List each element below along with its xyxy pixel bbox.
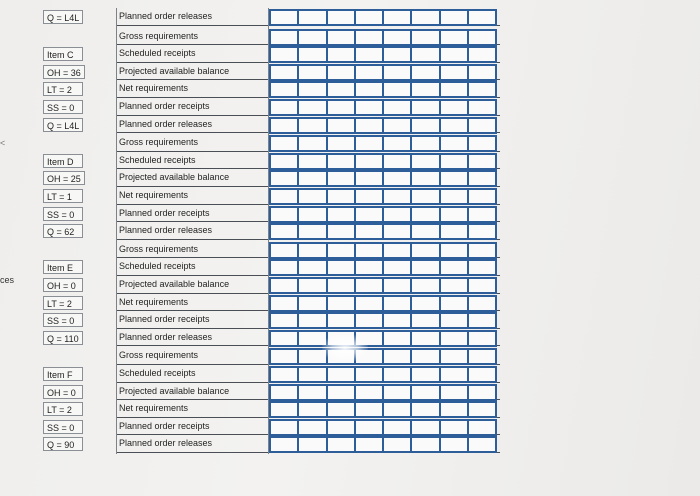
period-cells xyxy=(269,188,495,205)
item-param: Q = L4L xyxy=(43,118,83,132)
period-cell[interactable] xyxy=(382,401,412,418)
period-cell[interactable] xyxy=(467,117,497,134)
period-cell[interactable] xyxy=(326,9,356,26)
period-cell[interactable] xyxy=(354,401,384,418)
period-cell[interactable] xyxy=(269,170,299,187)
period-cell[interactable] xyxy=(410,153,440,170)
period-cell[interactable] xyxy=(326,295,356,312)
period-cell[interactable] xyxy=(439,64,469,81)
period-cell[interactable] xyxy=(354,419,384,436)
item-param: LT = 1 xyxy=(43,189,83,203)
period-cell[interactable] xyxy=(410,295,440,312)
period-cells xyxy=(269,259,495,276)
period-cell[interactable] xyxy=(354,99,384,116)
row-label: Scheduled receipts xyxy=(119,48,196,59)
period-cell[interactable] xyxy=(410,188,440,205)
row-label: Gross requirements xyxy=(119,137,199,148)
period-cell[interactable] xyxy=(382,295,412,312)
period-cell[interactable] xyxy=(467,401,497,418)
period-cells xyxy=(269,64,495,81)
period-cell[interactable] xyxy=(297,64,327,81)
period-cells xyxy=(269,117,495,134)
period-cell[interactable] xyxy=(326,242,356,259)
period-cell[interactable] xyxy=(439,348,469,365)
item-param: SS = 0 xyxy=(43,207,83,221)
period-cell[interactable] xyxy=(297,295,327,312)
period-cell[interactable] xyxy=(269,81,299,98)
period-cell[interactable] xyxy=(326,312,356,329)
period-cell[interactable] xyxy=(269,295,299,312)
period-cell[interactable] xyxy=(410,242,440,259)
period-cell[interactable] xyxy=(410,46,440,63)
period-cell[interactable] xyxy=(326,117,356,134)
period-cell[interactable] xyxy=(467,9,497,26)
period-cell[interactable] xyxy=(439,366,469,383)
item-name: Item F xyxy=(43,367,83,381)
period-cell[interactable] xyxy=(382,242,412,259)
period-cell[interactable] xyxy=(410,64,440,81)
period-cell[interactable] xyxy=(410,384,440,401)
item-param: SS = 0 xyxy=(43,420,83,434)
period-cell[interactable] xyxy=(382,99,412,116)
period-cells xyxy=(269,242,495,259)
period-cell[interactable] xyxy=(467,64,497,81)
period-cell[interactable] xyxy=(467,348,497,365)
period-cells xyxy=(269,81,495,98)
period-cell[interactable] xyxy=(354,9,384,26)
period-cell[interactable] xyxy=(297,46,327,63)
period-cell[interactable] xyxy=(297,170,327,187)
period-cell[interactable] xyxy=(382,384,412,401)
period-cell[interactable] xyxy=(467,436,497,453)
period-cell[interactable] xyxy=(326,259,356,276)
period-cell[interactable] xyxy=(382,29,412,46)
row-label: Projected available balance xyxy=(119,172,230,183)
period-cells xyxy=(269,29,495,46)
row-label: Planned order releases xyxy=(119,225,213,236)
period-cell[interactable] xyxy=(269,135,299,152)
period-cell[interactable] xyxy=(410,366,440,383)
period-cell[interactable] xyxy=(326,99,356,116)
period-cell[interactable] xyxy=(439,46,469,63)
row-label: Net requirements xyxy=(119,403,189,414)
period-cells xyxy=(269,277,495,294)
photo-glare xyxy=(322,334,368,362)
period-cell[interactable] xyxy=(382,348,412,365)
period-cell[interactable] xyxy=(382,188,412,205)
period-cell[interactable] xyxy=(297,135,327,152)
period-cell[interactable] xyxy=(297,206,327,223)
period-cell[interactable] xyxy=(354,206,384,223)
period-cell[interactable] xyxy=(326,153,356,170)
period-cell[interactable] xyxy=(326,206,356,223)
period-cell[interactable] xyxy=(326,436,356,453)
period-cell[interactable] xyxy=(269,277,299,294)
period-cell[interactable] xyxy=(326,81,356,98)
period-cell[interactable] xyxy=(467,330,497,347)
period-cell[interactable] xyxy=(326,419,356,436)
period-cell[interactable] xyxy=(269,259,299,276)
period-cell[interactable] xyxy=(269,46,299,63)
period-cells xyxy=(269,295,495,312)
period-cell[interactable] xyxy=(410,419,440,436)
period-cell[interactable] xyxy=(297,312,327,329)
period-cell[interactable] xyxy=(297,259,327,276)
period-cell[interactable] xyxy=(410,312,440,329)
row-label: Projected available balance xyxy=(119,279,230,289)
row-label: Gross requirements xyxy=(119,243,199,254)
row-label: Planned order releases xyxy=(119,331,213,342)
period-cell[interactable] xyxy=(382,330,412,347)
period-cell[interactable] xyxy=(382,153,412,170)
row-label: Planned order receipts xyxy=(119,207,210,218)
period-cell[interactable] xyxy=(354,29,384,46)
period-cell[interactable] xyxy=(439,9,469,26)
period-cell[interactable] xyxy=(439,135,469,152)
period-cell[interactable] xyxy=(467,99,497,116)
period-cell[interactable] xyxy=(269,401,299,418)
row-label: Scheduled receipts xyxy=(119,261,196,272)
period-cell[interactable] xyxy=(467,153,497,170)
period-cell[interactable] xyxy=(467,312,497,329)
period-cells xyxy=(269,436,495,453)
item-param: OH = 25 xyxy=(43,171,85,185)
period-cell[interactable] xyxy=(467,384,497,401)
item-name: Item E xyxy=(43,260,83,274)
period-cell[interactable] xyxy=(269,99,299,116)
item-param: SS = 0 xyxy=(43,100,83,114)
item-param: LT = 2 xyxy=(43,296,83,310)
row-label: Scheduled receipts xyxy=(119,154,196,165)
period-cell[interactable] xyxy=(382,81,412,98)
period-cell[interactable] xyxy=(467,188,497,205)
period-cell[interactable] xyxy=(326,64,356,81)
period-cell[interactable] xyxy=(354,117,384,134)
period-cells xyxy=(269,206,495,223)
period-cells xyxy=(269,135,495,152)
period-cell[interactable] xyxy=(297,419,327,436)
period-cell[interactable] xyxy=(382,135,412,152)
item-param: Q = 62 xyxy=(43,224,83,238)
item-param: OH = 0 xyxy=(43,385,83,399)
period-cell[interactable] xyxy=(467,46,497,63)
period-cell[interactable] xyxy=(354,170,384,187)
period-cells xyxy=(269,9,495,26)
period-cell[interactable] xyxy=(269,330,299,347)
period-cell[interactable] xyxy=(269,153,299,170)
period-cell[interactable] xyxy=(382,436,412,453)
period-cell[interactable] xyxy=(297,242,327,259)
row-label: Net requirements xyxy=(119,190,189,200)
period-cell[interactable] xyxy=(354,295,384,312)
period-cell[interactable] xyxy=(439,153,469,170)
period-cell[interactable] xyxy=(410,29,440,46)
period-cells xyxy=(269,46,495,63)
period-cell[interactable] xyxy=(354,384,384,401)
item-param: OH = 0 xyxy=(43,278,83,292)
period-cell[interactable] xyxy=(467,206,497,223)
period-cell[interactable] xyxy=(410,99,440,116)
period-cell[interactable] xyxy=(297,117,327,134)
period-cell[interactable] xyxy=(382,277,412,294)
period-cell[interactable] xyxy=(297,436,327,453)
label-column-border xyxy=(116,8,117,454)
row-label: Projected available balance xyxy=(119,385,230,396)
period-cell[interactable] xyxy=(439,188,469,205)
period-cell[interactable] xyxy=(354,312,384,329)
period-cell[interactable] xyxy=(269,223,299,240)
period-cell[interactable] xyxy=(354,135,384,152)
period-cell[interactable] xyxy=(467,419,497,436)
period-cell[interactable] xyxy=(410,81,440,98)
period-cell[interactable] xyxy=(326,366,356,383)
period-cell[interactable] xyxy=(382,259,412,276)
period-cell[interactable] xyxy=(410,259,440,276)
period-cell[interactable] xyxy=(326,170,356,187)
period-cell[interactable] xyxy=(326,277,356,294)
period-cell[interactable] xyxy=(439,223,469,240)
period-cell[interactable] xyxy=(269,312,299,329)
period-cell[interactable] xyxy=(467,242,497,259)
period-cell[interactable] xyxy=(297,366,327,383)
period-cell[interactable] xyxy=(410,401,440,418)
item-param: OH = 36 xyxy=(43,65,85,79)
item-name: Item C xyxy=(43,47,83,61)
period-cell[interactable] xyxy=(269,436,299,453)
period-cell[interactable] xyxy=(297,29,327,46)
period-cells xyxy=(269,419,495,436)
period-cell[interactable] xyxy=(439,170,469,187)
period-cell[interactable] xyxy=(297,153,327,170)
period-cell[interactable] xyxy=(410,223,440,240)
period-cell[interactable] xyxy=(326,135,356,152)
row-label: Planned order receipts xyxy=(119,420,210,431)
period-cell[interactable] xyxy=(354,366,384,383)
period-cell[interactable] xyxy=(467,135,497,152)
period-cell[interactable] xyxy=(297,277,327,294)
period-cell[interactable] xyxy=(410,9,440,26)
row-label: Planned order releases xyxy=(119,118,213,129)
period-cell[interactable] xyxy=(467,366,497,383)
period-cell[interactable] xyxy=(467,81,497,98)
period-cell[interactable] xyxy=(382,223,412,240)
period-cells xyxy=(269,170,495,187)
item-param: SS = 0 xyxy=(43,313,83,327)
period-cell[interactable] xyxy=(439,330,469,347)
edge-mark: < xyxy=(0,138,6,148)
period-cell[interactable] xyxy=(354,436,384,453)
period-cell[interactable] xyxy=(410,436,440,453)
period-cell[interactable] xyxy=(439,242,469,259)
period-cell[interactable] xyxy=(467,29,497,46)
period-cells xyxy=(269,401,495,418)
period-cell[interactable] xyxy=(439,436,469,453)
period-cells xyxy=(269,366,495,383)
period-cell[interactable] xyxy=(382,312,412,329)
period-cell[interactable] xyxy=(410,170,440,187)
period-cell[interactable] xyxy=(439,206,469,223)
row-label: Net requirements xyxy=(119,296,189,307)
item-param: LT = 2 xyxy=(43,402,83,416)
period-cell[interactable] xyxy=(354,277,384,294)
period-cell[interactable] xyxy=(410,277,440,294)
period-cells xyxy=(269,330,495,347)
period-cell[interactable] xyxy=(297,99,327,116)
period-cell[interactable] xyxy=(269,29,299,46)
period-cell[interactable] xyxy=(439,81,469,98)
period-cell[interactable] xyxy=(439,384,469,401)
period-cell[interactable] xyxy=(439,117,469,134)
period-cell[interactable] xyxy=(354,223,384,240)
period-cell[interactable] xyxy=(467,223,497,240)
row-label: Planned order receipts xyxy=(119,314,210,325)
row-label: Scheduled receipts xyxy=(119,368,196,378)
edge-text-fragment: ces xyxy=(0,275,15,285)
period-cell[interactable] xyxy=(354,188,384,205)
period-cell[interactable] xyxy=(410,135,440,152)
period-cell[interactable] xyxy=(354,259,384,276)
item-name: Item D xyxy=(43,154,83,168)
period-cell[interactable] xyxy=(410,117,440,134)
period-cell[interactable] xyxy=(269,64,299,81)
period-cell[interactable] xyxy=(297,81,327,98)
period-cell[interactable] xyxy=(354,64,384,81)
row-label: Projected available balance xyxy=(119,65,230,76)
period-cell[interactable] xyxy=(382,206,412,223)
row-label: Gross requirements xyxy=(119,350,199,361)
period-cell[interactable] xyxy=(269,348,299,365)
period-cell[interactable] xyxy=(410,348,440,365)
period-cell[interactable] xyxy=(269,242,299,259)
period-cell[interactable] xyxy=(439,295,469,312)
period-cell[interactable] xyxy=(326,188,356,205)
period-cell[interactable] xyxy=(410,206,440,223)
period-cell[interactable] xyxy=(382,9,412,26)
row-label: Planned order releases xyxy=(119,438,213,449)
lot-size-param: Q = L4L xyxy=(43,10,83,24)
row-label: Net requirements xyxy=(119,83,189,94)
period-cell[interactable] xyxy=(269,188,299,205)
period-cells xyxy=(269,384,495,401)
period-cell[interactable] xyxy=(382,366,412,383)
period-cell[interactable] xyxy=(439,312,469,329)
row-label: Gross requirements xyxy=(119,30,199,41)
period-cell[interactable] xyxy=(297,384,327,401)
row-label: Planned order receipts xyxy=(119,101,210,111)
period-cell[interactable] xyxy=(467,259,497,276)
period-cell[interactable] xyxy=(382,117,412,134)
item-param: LT = 2 xyxy=(43,82,83,96)
period-cell[interactable] xyxy=(269,117,299,134)
period-cells xyxy=(269,312,495,329)
period-cell[interactable] xyxy=(467,295,497,312)
period-cell[interactable] xyxy=(439,401,469,418)
period-cell[interactable] xyxy=(354,153,384,170)
period-cell[interactable] xyxy=(439,277,469,294)
period-cell[interactable] xyxy=(326,46,356,63)
period-cell[interactable] xyxy=(297,9,327,26)
period-cell[interactable] xyxy=(269,9,299,26)
period-cell[interactable] xyxy=(439,29,469,46)
period-cell[interactable] xyxy=(269,419,299,436)
item-param: Q = 90 xyxy=(43,437,83,451)
period-cells xyxy=(269,153,495,170)
period-cell[interactable] xyxy=(297,401,327,418)
period-cell[interactable] xyxy=(297,223,327,240)
period-cell[interactable] xyxy=(354,242,384,259)
period-cell[interactable] xyxy=(439,99,469,116)
period-cell[interactable] xyxy=(269,384,299,401)
period-cells xyxy=(269,348,495,365)
period-cell[interactable] xyxy=(354,81,384,98)
period-cell[interactable] xyxy=(467,277,497,294)
period-cell[interactable] xyxy=(269,206,299,223)
period-cell[interactable] xyxy=(269,366,299,383)
period-cell[interactable] xyxy=(439,419,469,436)
period-cell[interactable] xyxy=(382,46,412,63)
period-cell[interactable] xyxy=(297,188,327,205)
period-cell[interactable] xyxy=(354,46,384,63)
period-cell[interactable] xyxy=(410,330,440,347)
period-cells xyxy=(269,99,495,116)
period-cells xyxy=(269,223,495,240)
item-param: Q = 110 xyxy=(43,331,83,345)
period-cell[interactable] xyxy=(326,29,356,46)
period-cell[interactable] xyxy=(382,419,412,436)
label-column-border-right xyxy=(268,8,269,454)
row-label: Planned order releases xyxy=(119,11,213,21)
period-cell[interactable] xyxy=(326,401,356,418)
period-cell[interactable] xyxy=(326,223,356,240)
period-cell[interactable] xyxy=(467,170,497,187)
period-cell[interactable] xyxy=(382,170,412,187)
period-cell[interactable] xyxy=(326,384,356,401)
period-cell[interactable] xyxy=(439,259,469,276)
period-cell[interactable] xyxy=(382,64,412,81)
